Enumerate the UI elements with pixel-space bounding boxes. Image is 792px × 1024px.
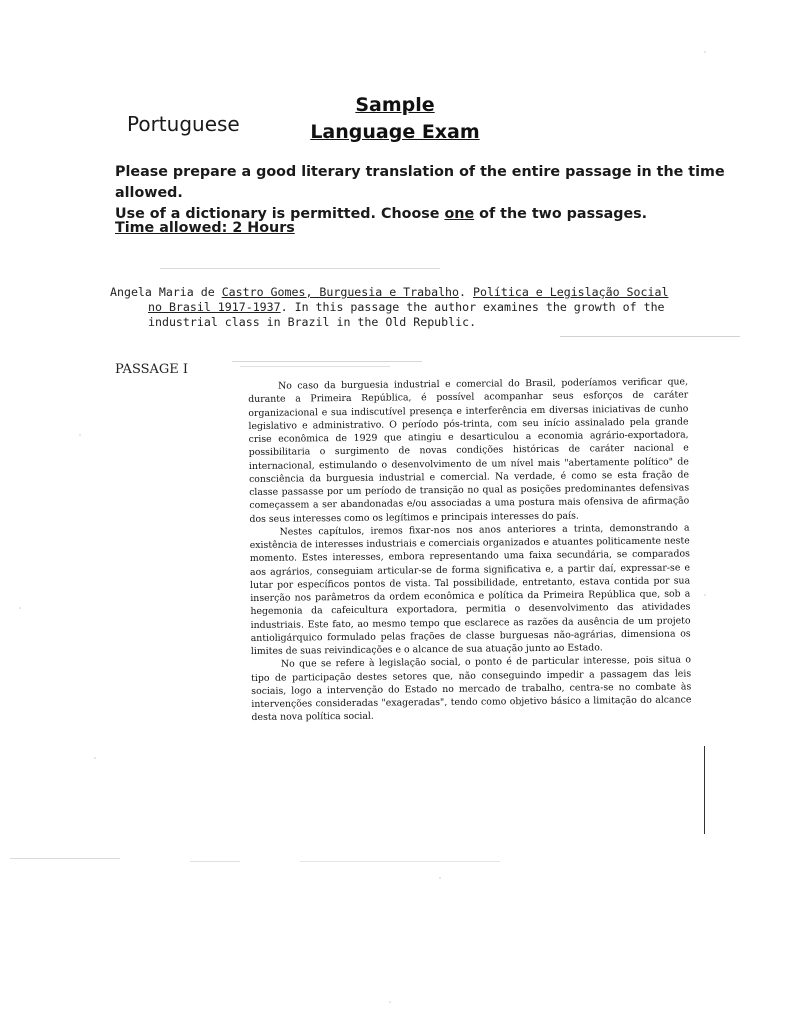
passage-paragraph-2: Nestes capítulos, iremos fixar-nos nos anos anteriores a trinta, demonstrando a existência de interesses industriais e comerciais organizados e atuantes politicamente neste momento. Estes interesses, embora representando uma faixa secundária, se comparados aos agrários, conseguiam articular-se de forma significativa e, a partir daí, expressar-se e lutar por específicos pontos de vista. Tal possibilidade, entretanto, estava contida por sua inserção nos parâmetros da ordem econômica e política da Primeira República que, sob a hegemonia da cafeicultura exportadora, permitia o desenvolvimento das atividades industriais. Este fato, ao mesmo tempo que esclarece as razões da ausência de um projeto antioligárquico formulado pelas frações de classe burguesas não-agrárias, dimensiona os limites de suas reivindicações e o alcance de sua atuação junto ao Estado. bbox=[249, 522, 691, 657]
passage-paragraph-3: No que se refere à legislação social, o ponto é de particular interesse, pois situa o tipo de participação destes setores que, não conseguindo impedir a passagem das leis sociais, logo a intervenção do Estado no mercado de trabalho, centra-se no combate às intervenções consideradas "exageradas", tendo como objetivo básico a limitação do alcance desta nova política social. bbox=[251, 654, 692, 724]
exam-title bbox=[300, 92, 490, 146]
title-line-sample: Sample bbox=[355, 94, 435, 116]
passage-label: PASSAGE I bbox=[115, 362, 189, 377]
citation-line-3: industrial class in Brazil in the Old Republic. bbox=[148, 315, 477, 329]
citation-rest-1: . In this passage the author examines the growth of the bbox=[280, 300, 665, 314]
passage-text bbox=[248, 375, 692, 724]
citation-author: Angela Maria de bbox=[110, 285, 222, 299]
instructions bbox=[115, 162, 765, 225]
citation-separator: . bbox=[459, 285, 473, 299]
time-allowed: Time allowed: 2 Hours bbox=[115, 220, 295, 236]
instructions-line-2-post: of the two passages. bbox=[474, 206, 648, 222]
citation-work-1: Castro Gomes, Burguesia e Trabalho bbox=[221, 285, 460, 299]
title-line-language-exam: Language Exam bbox=[310, 121, 480, 143]
instructions-line-2-pre: Use of a dictionary is permitted. Choose bbox=[115, 206, 445, 222]
instructions-emphasis-one: one bbox=[444, 206, 475, 222]
passage-paragraph-1: No caso da burguesia industrial e comercial do Brasil, poderíamos verificar que, durante a Primeira República, é possível acompanhar seus esforços de caráter organizacional e sua indiscutível presença e interferência em diversas iniciativas de cunho legislativo e administrativo. O período pós-trinta, com seu início assinalado pela grande crise econômica de 1929 que atingiu e desarticulou a economia agrário-exportadora, possibilitaria o surgimento de novas condições históricas de caráter nacional e internacional, estimulando o desenvolvimento de um nível mais "abertamente político" de consciência da burguesia industrial e comercial. Na verdade, é como se esta fração de classe passasse por um período de transição no qual as posições predominantes defensivas começassem a ser abandonadas e/ou associadas a uma postura mais ofensiva de afirmação dos seus interesses como os legítimos e principais interesses do país. bbox=[248, 376, 690, 525]
citation-work-2b: no Brasil 1917-1937 bbox=[148, 300, 281, 314]
citation-line-1 bbox=[110, 285, 760, 300]
margin-rule bbox=[704, 746, 705, 834]
instructions-line-1: Please prepare a good literary translation of the entire passage in the time allowed. bbox=[115, 164, 725, 201]
subject-label: Portuguese bbox=[127, 112, 240, 136]
citation bbox=[110, 285, 760, 330]
citation-line-2 bbox=[110, 300, 760, 315]
citation-work-2: Política e Legislação Social bbox=[472, 285, 669, 299]
